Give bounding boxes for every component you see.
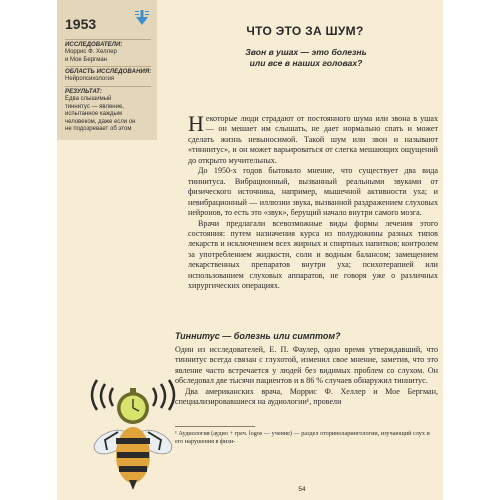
paragraph [188, 111, 438, 166]
result-line: человеком, даже если он [65, 118, 136, 125]
divider [65, 39, 151, 40]
area-block [65, 65, 157, 84]
book-page [57, 0, 443, 500]
result-line: Едва слышимый [65, 96, 112, 103]
footnote-divider [175, 426, 255, 427]
subtitle-line: или все в наших головах? [249, 58, 363, 68]
drop-cap: Н [188, 111, 204, 136]
researchers-label: ИССЛЕДОВАТЕЛИ: [65, 42, 123, 48]
paragraph: До 1950-х годов бытовало мнение, что существует два вида тиннитуса. Вибрационный, вызванный реальными звуками от физического источника, например, мышечной активности уха; и невибрационный — иллюзии звука, вызванной раздражением слуховых нейронов, то есть это «звук», берущий начало внутри самого мозга. [188, 166, 438, 218]
body-text [188, 111, 438, 292]
result-line: тиннитус — явление, [65, 103, 124, 110]
area-label: ОБЛАСТЬ ИССЛЕДОВАНИЯ: [65, 69, 152, 75]
subtitle-line: Звон в ушах — это болезнь [245, 47, 367, 57]
year-label: 1953 [65, 16, 97, 32]
result-block [65, 85, 157, 133]
fact-sidebar [57, 0, 157, 140]
result-label: РЕЗУЛЬТАТ: [65, 89, 103, 95]
researcher-name: Моррис Ф. Хеллер [65, 49, 117, 56]
area-value: Нейропсихология [65, 76, 115, 83]
chapter-subtitle [197, 47, 415, 69]
section-heading: Тиннитус — болезнь или симптом? [175, 331, 341, 341]
section-body [175, 345, 438, 407]
researcher-name: и Мое Бергман [65, 56, 107, 63]
footnote: ¹ Аудиология (аудио + греч. logos — учение) — раздел оториноларингологии, изучающий слух и его нарушения в физи- [175, 430, 430, 446]
researchers-block [65, 38, 157, 64]
result-line: не подозревает об этом [65, 126, 132, 133]
chapter-title: ЧТО ЭТО ЗА ШУМ? [246, 24, 364, 38]
divider [65, 86, 151, 87]
arrow-down-icon [133, 10, 151, 26]
paragraph: Врачи предлагали всевозможные виды формы лечения этого состояния: путем назначения курса из полудюжины разных типов лекарств и исключением всех жирных и спиртных напитков; контролем за употреблением жидкости, соли и водным балансом; замещением лекарственных препаратов внутри уха; психотерапией или использованием слуховых аппаратов, не говоря уже о различных хирургических операциях. [188, 218, 438, 291]
bee-with-clock-icon [77, 370, 187, 495]
result-line: испытанное каждым [65, 111, 122, 118]
page-number: 54 [298, 486, 306, 493]
paragraph: Два американских врача, Моррис Ф. Хеллер и Мое Бергман, специализировавшиеся на аудиологии¹, провели [175, 386, 438, 407]
paragraph: Один из исследователей, Е. П. Фаулер, одно время утверждавший, что тиннитус всегда связан с глухотой, изменил свое мнение, заметив, что это явление часто встречается у людей без видимых проблем со слухом. Он обследовал две тысячи пациентов и в 86 % случаев обнаружил тиннитус. [175, 345, 438, 386]
divider [65, 66, 151, 67]
paragraph-text: екоторые люди страдают от постоянного шума или звона в ушах — он мешает им слышать, не дает нормально спать и может сделать жизнь невыносимой. Такой шум или звон и называют «тиннитус», и он может варьироваться от слегка мешающих ощущений до открыто мучительных. [188, 114, 438, 165]
